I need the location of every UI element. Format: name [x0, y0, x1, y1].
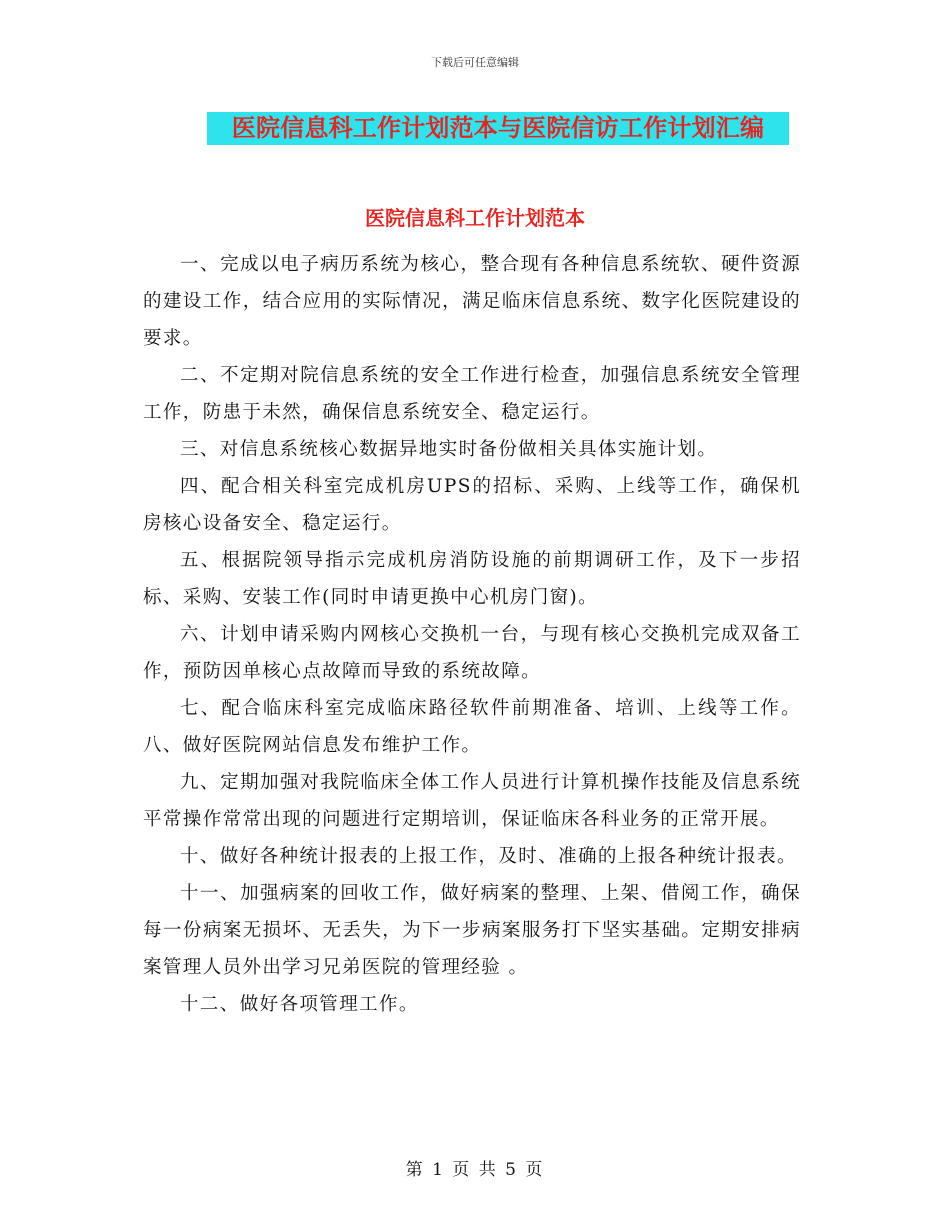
- paragraph-2: 二、不定期对院信息系统的安全工作进行检查，加强信息系统安全管理工作，防患于未然，确保信息系统安全、稳定运行。: [143, 365, 801, 423]
- paragraph-7: 七、配合临床科室完成临床路径软件前期准备、培训、上线等工作。 八、做好医院网站信息发布维护工作。: [143, 698, 801, 756]
- paragraph-9: 十、做好各种统计报表的上报工作，及时、准确的上报各种统计报表。: [180, 846, 797, 867]
- document-body: [143, 246, 801, 1023]
- paragraph-6: 六、计划申请采购内网核心交换机一台，与现有核心交换机完成双备工作，预防因单核心点故障而导致的系统故障。: [143, 624, 801, 682]
- paragraph-5: 五、根据院领导指示完成机房消防设施的前期调研工作，及下一步招标、采购、安装工作(同时申请更换中心机房门窗)。: [143, 550, 801, 608]
- paragraph-10: 十一、加强病案的回收工作，做好病案的整理、上架、借阅工作，确保每一份病案无损坏、无丢失，为下一步病案服务打下坚实基础。定期安排病案管理人员外出学习兄弟医院的管理经验 。: [143, 883, 801, 978]
- header-note: 下载后可任意编辑: [431, 56, 519, 69]
- paragraph-8: 九、定期加强对我院临床全体工作人员进行计算机操作技能及信息系统平常操作常常出现的问题进行定期培训，保证临床各科业务的正常开展。: [143, 772, 801, 830]
- document-title: 医院信息科工作计划范本与医院信访工作计划汇编: [231, 114, 765, 142]
- paragraph-1: 一、完成以电子病历系统为核心，整合现有各种信息系统软、硬件资源的建设工作，结合应用的实际情况，满足临床信息系统、数字化医院建设的要求。: [143, 254, 801, 349]
- document-title-highlight: [207, 112, 789, 145]
- section-title: 医院信息科工作计划范本: [365, 206, 585, 230]
- paragraph-11: 十二、做好各项管理工作。: [180, 994, 419, 1015]
- paragraph-3: 三、对信息系统核心数据异地实时备份做相关具体实施计划。: [180, 439, 718, 460]
- paragraph-4: 四、配合相关科室完成机房UPS的招标、采购、上线等工作，确保机房核心设备安全、稳定运行。: [143, 476, 801, 534]
- page-indicator: 第 1 页 共 5 页: [405, 1160, 545, 1180]
